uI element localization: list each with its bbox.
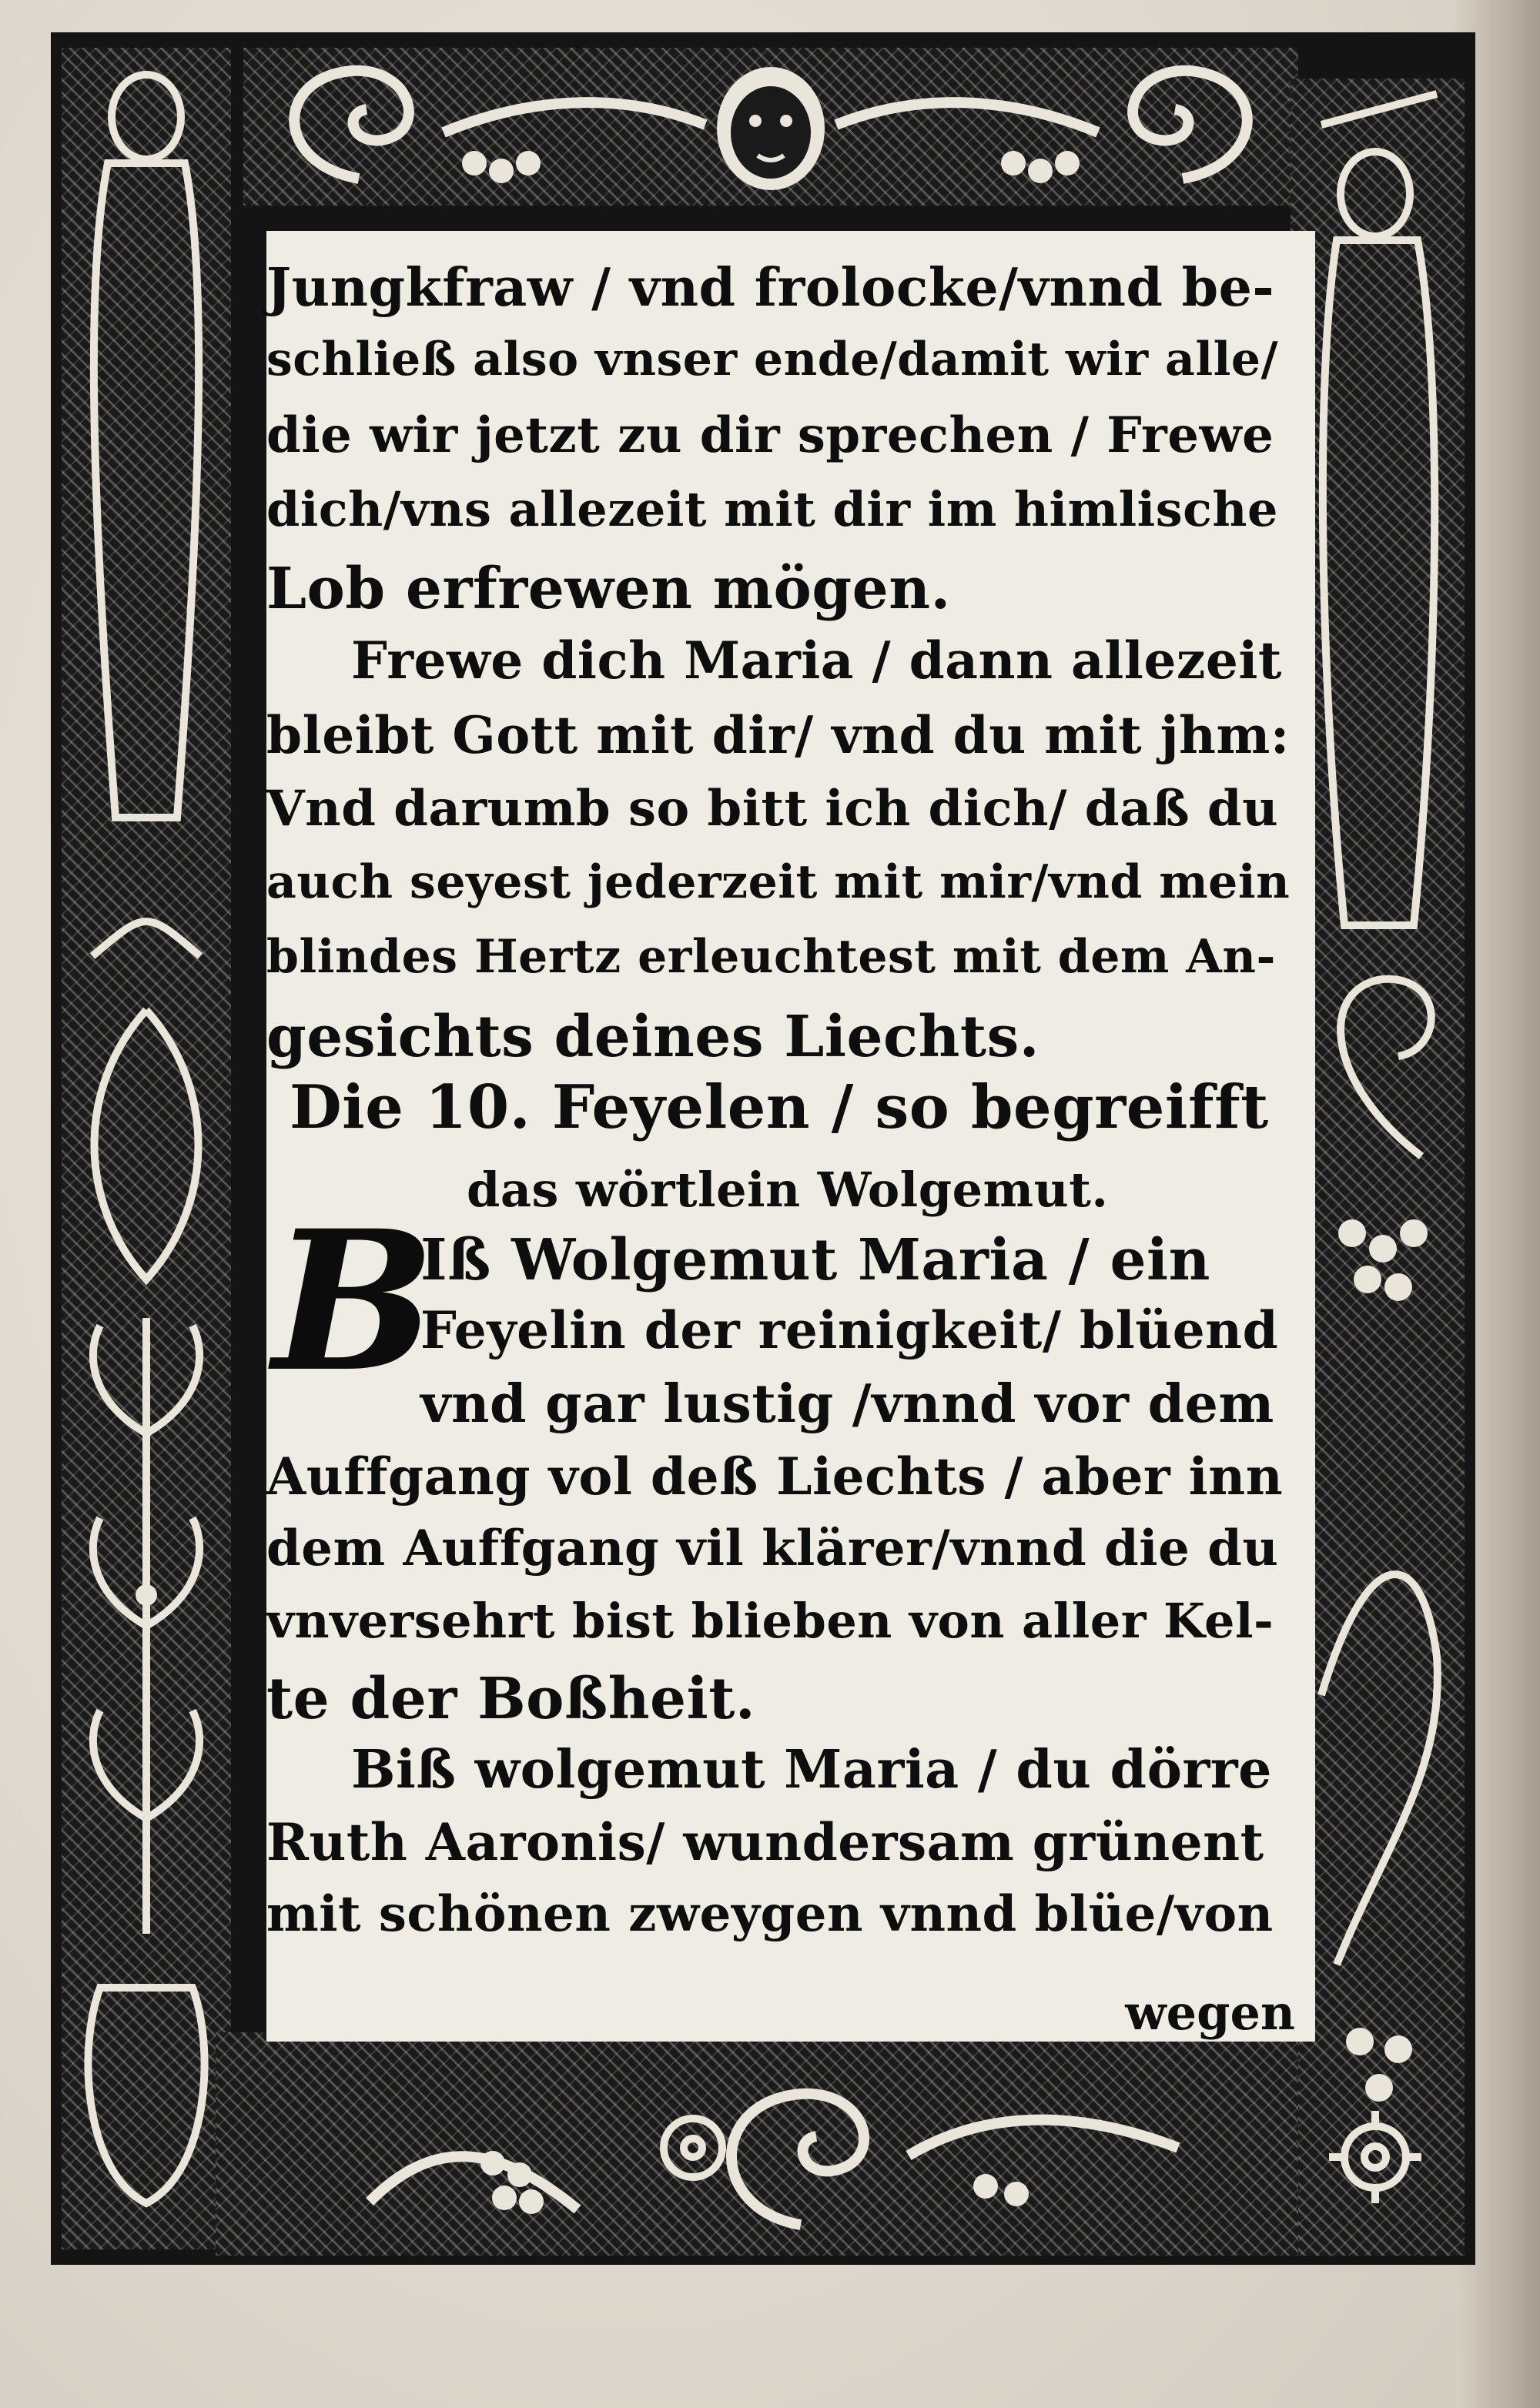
flower-rosette-icon xyxy=(1329,2111,1421,2203)
text-line: vnd gar lustig /vnnd vor dem xyxy=(420,1373,1274,1435)
text-line: Biß wolgemut Maria / du dörre xyxy=(351,1739,1272,1801)
text-line: Feyelin der reinigkeit/ blüend xyxy=(420,1300,1279,1360)
text-line: bleibt Gott mit dir/ vnd du mit jhm: xyxy=(266,705,1290,765)
flower-icon xyxy=(664,2119,722,2177)
text-line: dich/vns allezeit mit dir im himlische xyxy=(266,481,1278,537)
text-line: mit schönen zweygen vnnd blüe/von xyxy=(266,1885,1274,1943)
text-line: blindes Hertz erleuchtest mit dem An‑ xyxy=(266,930,1276,984)
text-block xyxy=(266,231,1315,2042)
text-line: auch seyest jederzeit mit mir/vnd mein xyxy=(266,855,1291,909)
text-line: vnversehrt bist blieben von aller Kel‑ xyxy=(266,1593,1274,1649)
section-subheading: das wörtlein Wolgemut. xyxy=(467,1162,1109,1218)
top-scroll-ornament-icon xyxy=(243,48,1298,206)
text-line: Iß Wolgemut Maria / ein xyxy=(420,1227,1210,1293)
decorated-initial: B xyxy=(273,1188,436,1414)
bottom-scroll-ornament-icon xyxy=(216,2032,1298,2256)
text-line: Jungkfraw / vnd frolocke/vnnd be‑ xyxy=(266,257,1275,319)
bottom-ornament-panel xyxy=(216,2032,1298,2256)
text-line: Frewe dich Maria / dann allezeit xyxy=(351,630,1282,691)
woodcut-border-frame xyxy=(51,32,1475,2265)
top-ornament-panel xyxy=(243,48,1298,206)
cherub-face-icon xyxy=(717,67,825,190)
text-line: te der Boßheit. xyxy=(266,1666,756,1732)
text-line: schließ also vnser ende/damit wir alle/ xyxy=(266,333,1279,386)
text-line: gesichts deines Liechts. xyxy=(266,1004,1040,1070)
right-ornament-panel xyxy=(1291,79,1465,2256)
right-figure-ornament-icon xyxy=(1291,79,1465,2256)
text-line: die wir jetzt zu dir sprechen / Frewe xyxy=(266,406,1274,464)
text-line: dem Auffgang vil klärer/vnnd die du xyxy=(266,1520,1279,1577)
text-line: Lob erfrewen mögen. xyxy=(266,556,951,622)
catchword: wegen xyxy=(1125,1985,1295,2041)
text-line: Vnd darumb so bitt ich dich/ daß du xyxy=(266,780,1279,838)
text-line: Auffgang vol deß Liechts / aber inn xyxy=(266,1446,1284,1507)
left-ornament-panel xyxy=(62,48,231,2249)
text-line: Ruth Aaronis/ wundersam grünent xyxy=(266,1812,1264,1872)
section-heading: Die 10. Feyelen / so begreifft xyxy=(290,1072,1269,1142)
left-figure-ornament-icon xyxy=(62,48,231,2249)
